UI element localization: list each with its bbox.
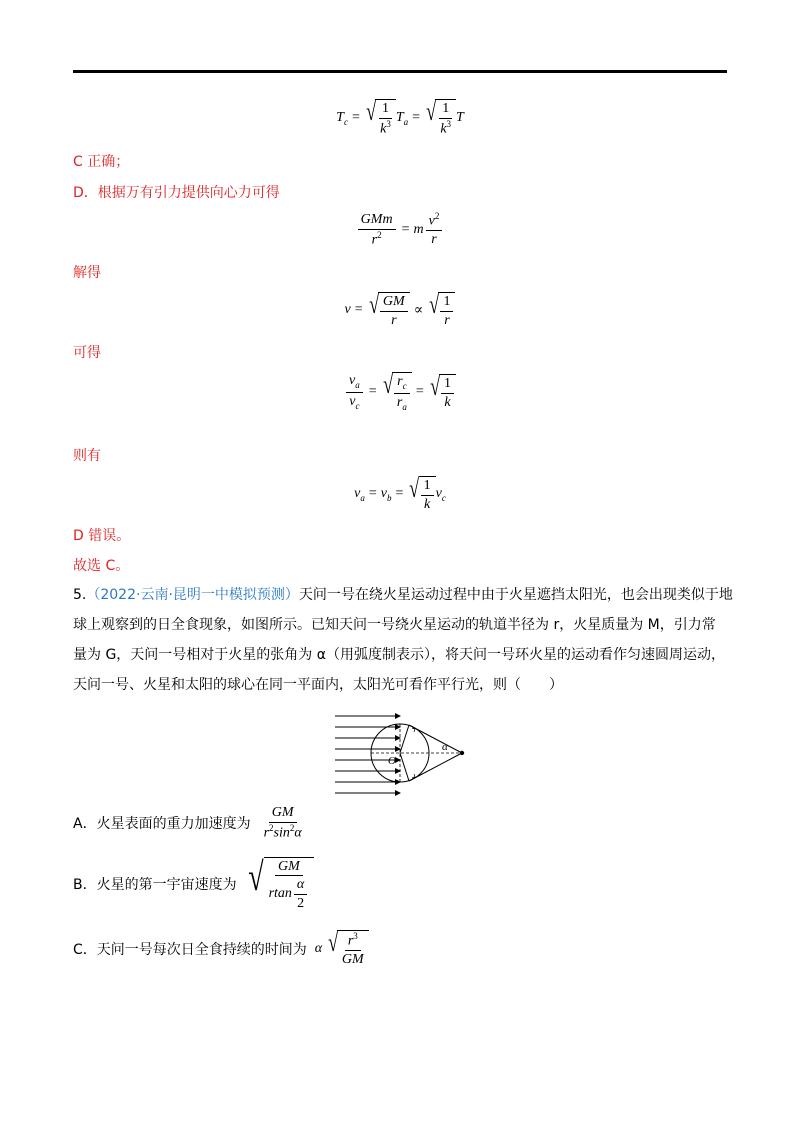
radius-up (400, 725, 409, 753)
question-number: 5. (73, 587, 87, 603)
option-b-label: B．火星的第一宇宙速度为 (73, 877, 237, 893)
answer-text: 故选 C。 (73, 558, 130, 574)
equation-result: $v_a$ = $v_b$ = √ $\frac{1}{k}$ $v_c$ (354, 474, 446, 512)
question-text-4: 天问一号、火星和太阳的球心在同一平面内，太阳光可看作平行光，则（ ） (73, 677, 563, 693)
zeyou-text: 则有 (73, 448, 101, 464)
jiede-text: 解得 (73, 265, 101, 281)
header-rule (73, 70, 727, 73)
label-alpha: α (442, 741, 448, 753)
tangent-down (409, 753, 462, 781)
question-text-3: 量为 G，天问一号相对于火星的张角为 α（用弧度制表示），将天问一号环火星的运动看作匀速圆周运动， (73, 647, 725, 663)
tangent-up (409, 725, 462, 753)
equation-gravity: $\frac{\text{GMm}}{r^2}$ = m $\frac{v^2}{r}$ (0, 208, 800, 252)
option-a-label: A．火星表面的重力加速度为 (73, 816, 251, 832)
d-wrong-text: D 错误。 (73, 528, 131, 544)
question-5 (73, 580, 733, 700)
equation-period: $T_c$ = √ $\frac{1}{k^3}$ $T_a$ = √ $\frac{1}{k^3}$ T (336, 97, 464, 137)
option-c: C．天问一号每次日全食持续的时间为 α √ $\frac{r^3}{GM}$ (73, 926, 369, 972)
question-text-1: 天问一号在绕火星运动过程中由于火星遮挡太阳光，也会出现类似于地 (298, 587, 733, 603)
option-a: A．火星表面的重力加速度为 $\frac{GM}{r^2\sin^2\alpha}$ (73, 805, 302, 841)
probe-dot (460, 751, 464, 755)
kede-text: 可得 (73, 345, 101, 361)
eclipse-figure (330, 708, 480, 800)
question-source: （2022·云南·昆明一中模拟预测） (86, 587, 299, 603)
option-c-label: C．天问一号每次日全食持续的时间为 (73, 942, 307, 958)
label-o: O (388, 755, 396, 767)
c-correct-text: C 正确； (73, 154, 130, 170)
question-line-1 (73, 580, 733, 610)
radius-down (400, 753, 409, 781)
d-intro-text: D．根据万有引力提供向心力可得 (73, 185, 280, 201)
option-b: B．火星的第一宇宙速度为 √ GM rtan $\frac{\alpha}{2}$ (73, 855, 314, 913)
question-text-2: 球上观察到的日全食现象，如图所示。已知天问一号绕火星运动的轨道半径为 r，火星质量为 M，引力常 (73, 617, 716, 633)
equation-ratio: $\frac{v_a}{v_c}$ = √ $\frac{r_c}{r_a}$ = √ $\frac{1}{k}$ (0, 368, 800, 416)
equation-velocity: v = √ $\frac{GM}{r}$ ∝ √ $\frac{1}{r}$ (0, 288, 800, 332)
